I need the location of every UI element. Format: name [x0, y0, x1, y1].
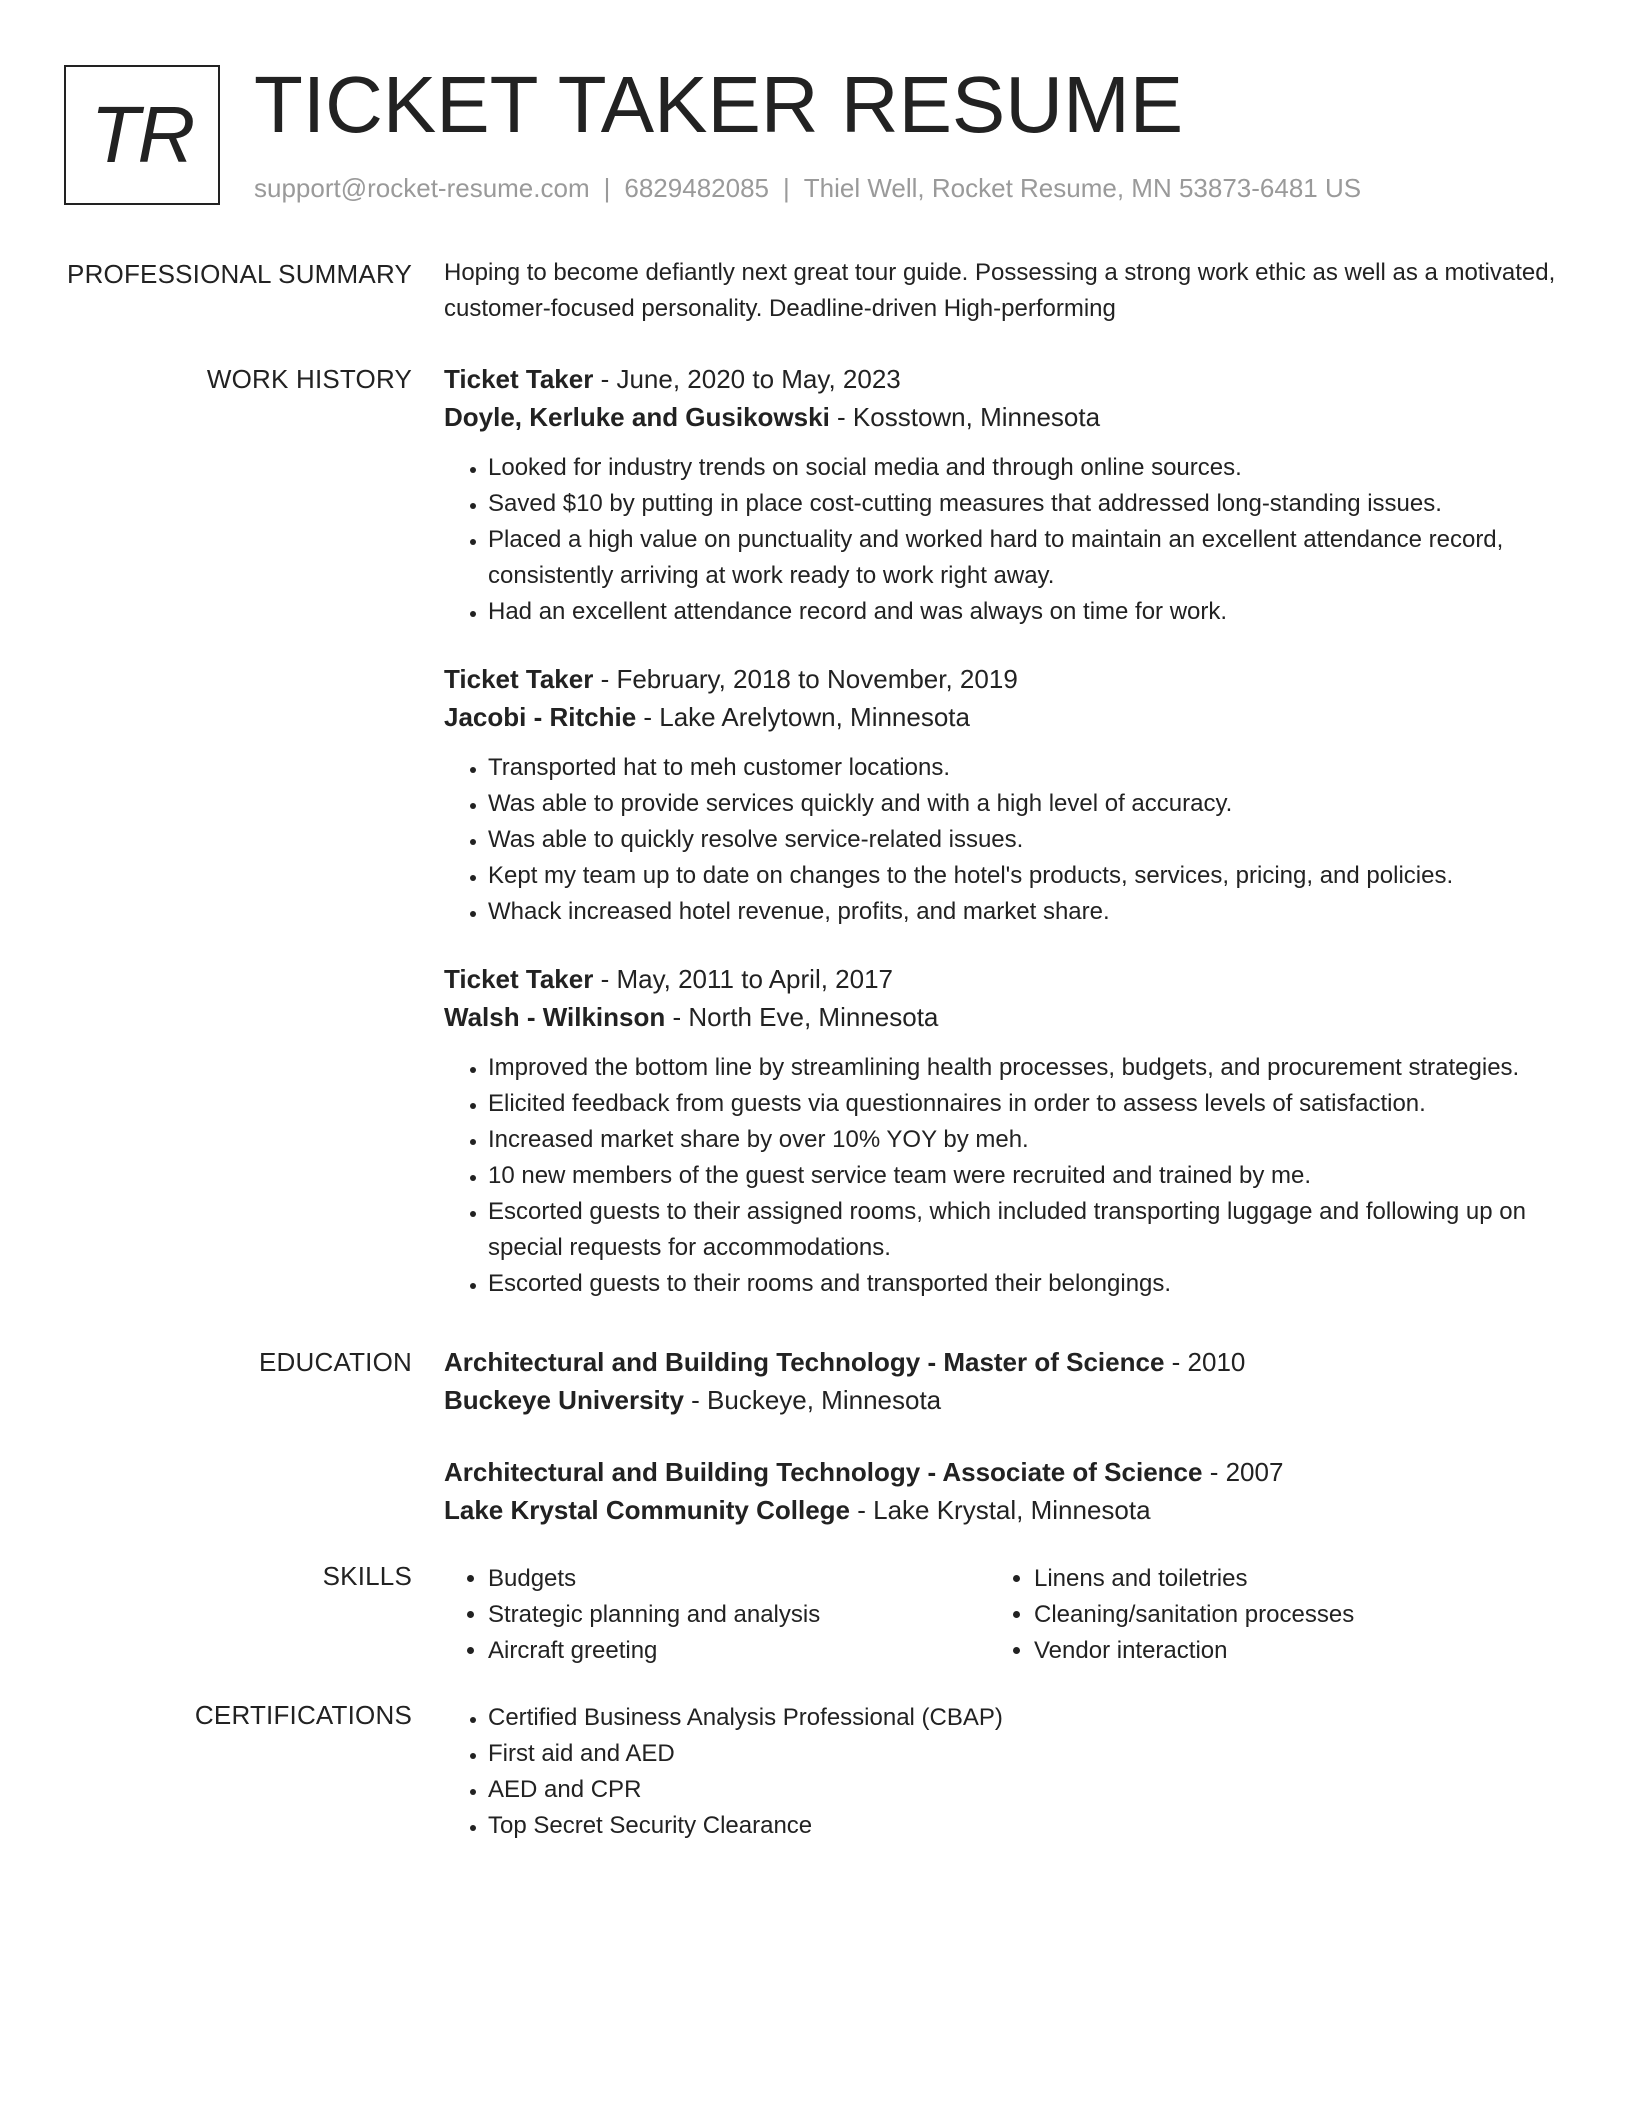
job-title-line: [444, 660, 1564, 698]
graduation-year: - 2010: [1164, 1347, 1246, 1377]
list-item: • Escorted guests to their assigned rooms, which included transporting luggage and following up on special requests for accommodations.: [488, 1194, 1564, 1266]
contact-address: Thiel Well, Rocket Resume, MN 53873-6481 US: [803, 173, 1362, 203]
job-company-line: [444, 998, 1564, 1036]
job-company-line: [444, 398, 1564, 436]
section-heading-education: EDUCATION: [259, 1347, 412, 1377]
section-heading-summary: PROFESSIONAL SUMMARY: [67, 259, 412, 289]
graduation-year: - 2007: [1202, 1457, 1284, 1487]
contact-line: [254, 173, 1361, 204]
list-item: • Transported hat to meh customer locations.: [488, 750, 1564, 786]
list-item: • Whack increased hotel revenue, profits, and market share.: [488, 894, 1564, 930]
list-item: • Was able to quickly resolve service-related issues.: [488, 822, 1564, 858]
list-item: • Top Secret Security Clearance: [488, 1808, 1564, 1844]
list-item: • First aid and AED: [488, 1736, 1564, 1772]
job-title: Ticket Taker: [444, 364, 594, 394]
list-item: • Kept my team up to date on changes to the hotel's products, services, pricing, and policies.: [488, 858, 1564, 894]
section-heading-certifications: CERTIFICATIONS: [194, 1700, 412, 1730]
school-line: [444, 1491, 1564, 1529]
job-title: Ticket Taker: [444, 664, 594, 694]
school-location: - Lake Krystal, Minnesota: [850, 1495, 1151, 1525]
education-entry: [444, 1343, 1564, 1419]
skills-list-right: [990, 1561, 1536, 1669]
school: Lake Krystal Community College: [444, 1495, 850, 1525]
list-item: • Budgets: [488, 1561, 990, 1597]
list-item: • Certified Business Analysis Professional (CBAP): [488, 1700, 1564, 1736]
list-item: • AED and CPR: [488, 1772, 1564, 1808]
summary-text: Hoping to become defiantly next great tour guide. Possessing a strong work ethic as well as a motivated, customer-focused personality. Deadline-driven High-performing: [444, 259, 1556, 322]
school-line: [444, 1381, 1564, 1419]
list-item: • Was able to provide services quickly and with a high level of accuracy.: [488, 786, 1564, 822]
job-bullets: [444, 450, 1564, 630]
resume-header: [64, 60, 1592, 210]
degree-line: [444, 1343, 1564, 1381]
degree-line: [444, 1453, 1564, 1491]
list-item: • Improved the bottom line by streamlining health processes, budgets, and procurement strategies.: [488, 1050, 1564, 1086]
contact-email[interactable]: support@rocket-resume.com: [254, 173, 590, 203]
contact-separator: |: [603, 173, 611, 203]
job-title-line: [444, 960, 1564, 998]
job-company: Jacobi - Ritchie: [444, 702, 637, 732]
resume-title: TICKET TAKER RESUME: [254, 60, 1184, 149]
school: Buckeye University: [444, 1385, 684, 1415]
monogram-logo: TR: [64, 65, 220, 205]
list-item: • Placed a high value on punctuality and worked hard to maintain an excellent attendance record, consistently arriving at work ready to work right away.: [488, 522, 1564, 594]
list-item: • Elicited feedback from guests via questionnaires in order to assess levels of satisfaction.: [488, 1086, 1564, 1122]
job-bullets: [444, 1050, 1564, 1302]
skills-list-left: [444, 1561, 990, 1669]
job-title: Ticket Taker: [444, 964, 594, 994]
education-entry: [444, 1453, 1564, 1529]
job-company: Walsh - Wilkinson: [444, 1002, 666, 1032]
job-location: - Lake Arelytown, Minnesota: [636, 702, 970, 732]
job-location: - North Eve, Minnesota: [665, 1002, 939, 1032]
job-location: - Kosstown, Minnesota: [829, 402, 1101, 432]
contact-separator: |: [783, 173, 790, 203]
job-dates: - May, 2011 to April, 2017: [593, 964, 894, 994]
degree: Architectural and Building Technology - Associate of Science: [444, 1457, 1203, 1487]
list-item: • Looked for industry trends on social media and through online sources.: [488, 450, 1564, 486]
job-dates: - June, 2020 to May, 2023: [593, 364, 901, 394]
list-item: • Escorted guests to their rooms and transported their belongings.: [488, 1266, 1564, 1302]
job-entry: [444, 660, 1564, 930]
job-company: Doyle, Kerluke and Gusikowski: [444, 402, 830, 432]
section-heading-work-history: WORK HISTORY: [206, 364, 412, 394]
job-entry: [444, 360, 1564, 630]
job-entry: [444, 960, 1564, 1302]
certifications-list: [444, 1700, 1564, 1844]
skills-columns: [444, 1561, 1564, 1669]
list-item: • Saved $10 by putting in place cost-cutting measures that addressed long-standing issues.: [488, 486, 1564, 522]
job-title-line: [444, 360, 1564, 398]
list-item: • Linens and toiletries: [1034, 1561, 1536, 1597]
list-item: • Had an excellent attendance record and was always on time for work.: [488, 594, 1564, 630]
list-item: • Aircraft greeting: [488, 1633, 990, 1669]
list-item: • Increased market share by over 10% YOY by meh.: [488, 1122, 1564, 1158]
section-heading-skills: SKILLS: [322, 1561, 412, 1591]
job-bullets: [444, 750, 1564, 930]
list-item: • Strategic planning and analysis: [488, 1597, 990, 1633]
list-item: • Cleaning/sanitation processes: [1034, 1597, 1536, 1633]
list-item: • Vendor interaction: [1034, 1633, 1536, 1669]
list-item: • 10 new members of the guest service team were recruited and trained by me.: [488, 1158, 1564, 1194]
degree: Architectural and Building Technology - Master of Science: [444, 1347, 1165, 1377]
job-dates: - February, 2018 to November, 2019: [593, 664, 1018, 694]
job-company-line: [444, 698, 1564, 736]
contact-phone[interactable]: 6829482085: [624, 173, 769, 203]
school-location: - Buckeye, Minnesota: [683, 1385, 942, 1415]
